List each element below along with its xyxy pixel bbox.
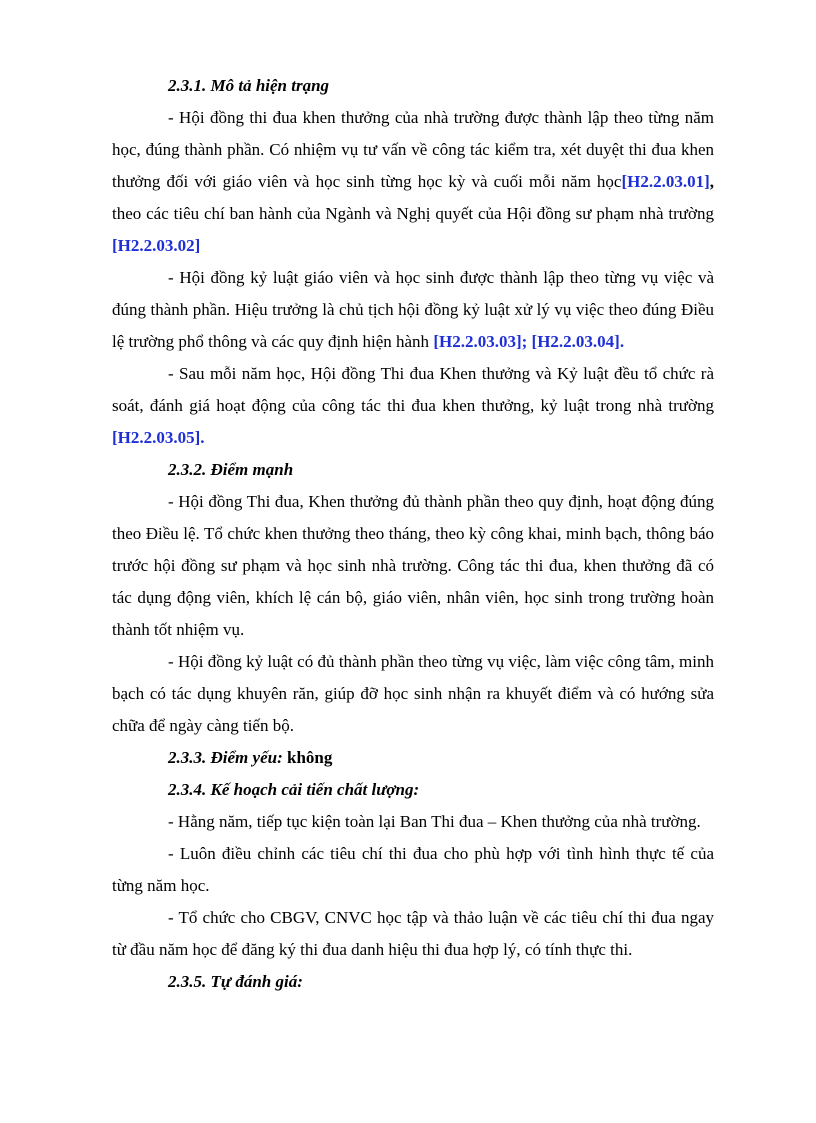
section-heading-ke-hoach: 2.3.4. Kế hoạch cải tiến chất lượng: xyxy=(168,780,420,799)
paragraph xyxy=(112,358,714,454)
paragraph: - Hằng năm, tiếp tục kiện toàn lại Ban Thi đua – Khen thưởng của nhà trường. xyxy=(168,812,701,831)
heading-value: không xyxy=(282,748,333,767)
separator: , xyxy=(709,172,714,191)
heading-label: 2.3.3. Điểm yếu: xyxy=(168,748,283,767)
paragraph xyxy=(112,262,714,358)
paragraph: - Hội đồng Thi đua, Khen thưởng đủ thành phần theo quy định, hoạt động đúng theo Điều lệ. Tổ chức khen thưởng theo tháng, theo kỳ công khai, minh bạch, thông báo trước hội đồng sư phạm và học sinh nhà trường. Công tác thi đua, khen thưởng đã có tác dụng động viên, khích lệ cán bộ, giáo viên, nhân viên, học sinh trong trường hoàn thành tốt nhiệm vụ. xyxy=(112,492,714,639)
section-heading-diem-manh: 2.3.2. Điểm mạnh xyxy=(168,460,294,479)
section-heading-mo-ta-hien-trang: 2.3.1. Mô tả hiện trạng xyxy=(168,76,330,95)
paragraph xyxy=(112,102,714,262)
paragraph: - Tổ chức cho CBGV, CNVC học tập và thảo luận về các tiêu chí thi đua ngay từ đầu năm học để đăng ký thi đua danh hiệu thi đua hợp lý, có tính thực thi. xyxy=(112,908,714,959)
section-heading-diem-yeu xyxy=(168,742,714,774)
evidence-reference: [H2.2.03.01] xyxy=(621,172,710,191)
paragraph: - Luôn điều chỉnh các tiêu chí thi đua cho phù hợp với tình hình thực tế của từng năm học. xyxy=(112,844,714,895)
section-heading-tu-danh-gia: 2.3.5. Tự đánh giá: xyxy=(168,972,303,991)
paragraph-text: - Hội đồng thi đua khen thưởng của nhà trường được thành lập theo từng năm học, đúng thành phần. Có nhiệm vụ tư vấn về công tác kiểm tra, xét duyệt thi đua khen thưởng đối với giáo viên và học sinh từng học kỳ và cuối mỗi năm học xyxy=(112,108,714,191)
paragraph-text: - Sau mỗi năm học, Hội đồng Thi đua Khen thưởng và Kỷ luật đều tổ chức rà soát, đánh giá hoạt động của công tác thi đua khen thưởng, kỷ luật trong nhà trường xyxy=(112,364,714,415)
separator: ; xyxy=(521,332,532,351)
evidence-reference: [H2.2.03.03] xyxy=(433,332,522,351)
evidence-reference: [H2.2.03.02] xyxy=(112,236,201,255)
paragraph: - Hội đồng kỷ luật có đủ thành phần theo từng vụ việc, làm việc công tâm, minh bạch có tác dụng khuyên răn, giúp đỡ học sinh nhận ra khuyết điểm và có hướng sửa chữa để ngày càng tiến bộ. xyxy=(112,652,714,735)
evidence-reference: [H2.2.03.05]. xyxy=(112,428,205,447)
evidence-reference: [H2.2.03.04]. xyxy=(531,332,625,351)
paragraph-text: - Hội đồng kỷ luật giáo viên và học sinh được thành lập theo từng vụ việc và đúng thành phần. Hiệu trưởng là chủ tịch hội đồng kỷ luật xử lý vụ việc theo đúng Điều lệ trường phổ thông và các quy định hiện hành xyxy=(112,268,714,351)
paragraph-text: theo các tiêu chí ban hành của Ngành và Nghị quyết của Hội đồng sư phạm nhà trường xyxy=(112,204,714,223)
